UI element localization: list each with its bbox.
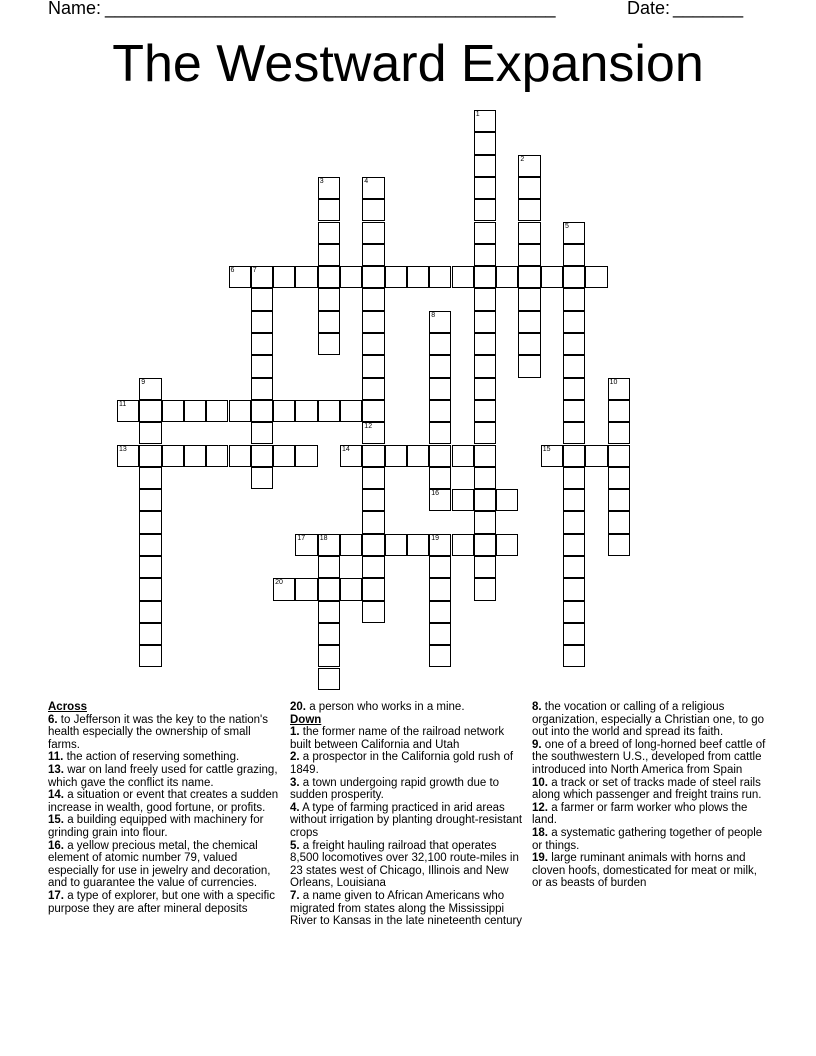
crossword-cell[interactable] (474, 244, 496, 266)
crossword-cell[interactable] (251, 266, 273, 288)
crossword-cell[interactable] (429, 578, 451, 600)
clue-number: 16 (431, 490, 439, 498)
crossword-cell[interactable] (139, 511, 161, 533)
down-clue (290, 726, 526, 751)
crossword-cell[interactable] (340, 445, 362, 467)
clue-number: 11. (48, 751, 64, 764)
crossword-cell[interactable] (474, 578, 496, 600)
crossword-cell[interactable] (452, 445, 474, 467)
crossword-cell[interactable] (474, 199, 496, 221)
clue-text: a type of explorer, but one with a specific purpose they are after mineral deposits (48, 889, 275, 915)
crossword-cell[interactable] (608, 467, 630, 489)
crossword-cell[interactable] (429, 489, 451, 511)
crossword-cell[interactable] (474, 355, 496, 377)
crossword-cell[interactable] (474, 177, 496, 199)
crossword-cell[interactable] (429, 311, 451, 333)
crossword-cell[interactable] (429, 445, 451, 467)
crossword-cell[interactable] (362, 556, 384, 578)
crossword-cell[interactable] (429, 623, 451, 645)
crossword-cell[interactable] (518, 288, 540, 310)
clue-text: a situation or event that creates a sudden increase in wealth, good fortune, or profits. (48, 789, 279, 814)
crossword-cell[interactable] (474, 288, 496, 310)
clue-number: 5. (290, 839, 300, 852)
down-clue (290, 840, 526, 890)
clue-number: 1. (290, 726, 300, 739)
crossword-cell[interactable] (362, 578, 384, 600)
crossword-cell[interactable] (429, 333, 451, 355)
crossword-cell[interactable] (251, 467, 273, 489)
page-title: The Westward Expansion (112, 35, 704, 93)
crossword-cell[interactable] (295, 266, 317, 288)
crossword-cell[interactable] (429, 601, 451, 623)
clue-text: a track or set of tracks made of steel rails along which passenger and freight trains run. (532, 776, 762, 802)
crossword-cell[interactable] (585, 266, 607, 288)
crossword-cell[interactable] (563, 601, 585, 623)
clue-text: one of a breed of long-horned beef cattle of the southwestern U.S., developed from cattle introduced into North America from Spain (532, 738, 766, 776)
clue-text: A type of farming practiced in arid areas without irrigation by planting drought-resistant crops (290, 801, 523, 839)
down-clue (290, 802, 526, 840)
clues-column-1 (48, 701, 284, 915)
crossword-cell[interactable] (496, 266, 518, 288)
clue-number: 16. (48, 839, 64, 852)
clue-number: 20. (290, 701, 306, 713)
crossword-cell[interactable] (362, 266, 384, 288)
across-clue (48, 814, 284, 839)
clue-number: 9. (532, 738, 542, 751)
clue-text: a town undergoing rapid growth due to sudden prosperity. (290, 776, 500, 802)
crossword-cell[interactable] (251, 333, 273, 355)
crossword-cell[interactable] (563, 400, 585, 422)
clue-number: 5 (565, 222, 569, 230)
crossword-cell[interactable] (318, 199, 340, 221)
crossword-cell[interactable] (340, 266, 362, 288)
crossword-cell[interactable] (362, 378, 384, 400)
crossword-cell[interactable] (518, 266, 540, 288)
crossword-cell[interactable] (474, 378, 496, 400)
crossword-cell[interactable] (563, 222, 585, 244)
crossword-cell[interactable] (139, 422, 161, 444)
crossword-cell[interactable] (452, 266, 474, 288)
clue-number: 1 (475, 111, 480, 118)
crossword-cell[interactable] (117, 445, 139, 467)
crossword-cell[interactable] (273, 400, 295, 422)
clue-number: 9 (141, 378, 146, 386)
crossword-cell[interactable] (585, 445, 607, 467)
down-clue (532, 802, 768, 827)
crossword-cell[interactable] (563, 244, 585, 266)
crossword-cell[interactable] (318, 244, 340, 266)
crossword-cell[interactable] (362, 422, 384, 444)
name-label: Name: (48, 0, 102, 18)
crossword-cell[interactable] (407, 266, 429, 288)
crossword-cell[interactable] (563, 623, 585, 645)
crossword-cell[interactable] (362, 511, 384, 533)
crossword-cell[interactable] (139, 467, 161, 489)
crossword-cell[interactable] (608, 489, 630, 511)
crossword-cell[interactable] (362, 355, 384, 377)
crossword-cell[interactable] (362, 445, 384, 467)
crossword-cell[interactable] (563, 266, 585, 288)
crossword-cell[interactable] (362, 199, 384, 221)
clue-number: 17 (297, 534, 306, 542)
crossword-cell[interactable] (429, 645, 451, 667)
crossword-cell[interactable] (518, 177, 540, 199)
clue-number: 7. (290, 889, 300, 902)
date-field[interactable]: _______ (673, 0, 744, 18)
crossword-cell[interactable] (340, 578, 362, 600)
clue-number: 14 (342, 445, 350, 453)
crossword-cell[interactable] (541, 445, 563, 467)
crossword-cell[interactable] (608, 378, 630, 400)
crossword-cell[interactable] (563, 534, 585, 556)
crossword-cell[interactable] (518, 244, 540, 266)
crossword-cell[interactable] (429, 400, 451, 422)
crossword-cell[interactable] (563, 645, 585, 667)
down-clue (532, 739, 768, 777)
crossword-cell[interactable] (563, 422, 585, 444)
clue-number: 11 (119, 400, 127, 408)
crossword-cell[interactable] (452, 489, 474, 511)
clue-number: 3 (319, 177, 324, 185)
crossword-cell[interactable] (474, 511, 496, 533)
crossword-cell[interactable] (206, 400, 228, 422)
crossword-cell[interactable] (385, 534, 407, 556)
crossword-cell[interactable] (318, 668, 340, 690)
clue-number: 12 (364, 423, 373, 431)
crossword-cell[interactable] (318, 556, 340, 578)
crossword-cell[interactable] (385, 445, 407, 467)
crossword-cell[interactable] (362, 333, 384, 355)
crossword-cell[interactable] (563, 489, 585, 511)
clue-number: 18. (532, 826, 548, 839)
crossword-cell[interactable] (139, 601, 161, 623)
clue-number: 6 (230, 267, 235, 275)
crossword-cell[interactable] (429, 422, 451, 444)
crossword-cell[interactable] (608, 422, 630, 444)
across-clue (48, 840, 284, 890)
clue-number: 13 (119, 445, 127, 453)
crossword-cell[interactable] (184, 445, 206, 467)
name-field[interactable]: _____________________________________________ (105, 0, 556, 18)
crossword-cell[interactable] (362, 467, 384, 489)
clue-text: war on land freely used for cattle grazing, which gave the conflict its name. (48, 763, 278, 789)
down-clue (290, 890, 526, 928)
clue-text: large ruminant animals with horns and cloven hoofs, domesticated for meat or milk, or as beasts of burden (532, 852, 757, 890)
down-clue (290, 751, 526, 776)
crossword-cell[interactable] (563, 378, 585, 400)
clue-text: a systematic gathering together of people or things. (532, 826, 763, 852)
crossword-cell[interactable] (318, 288, 340, 310)
crossword-cell[interactable] (318, 645, 340, 667)
clue-number: 14. (48, 789, 64, 802)
crossword-cell[interactable] (518, 222, 540, 244)
clue-number: 19. (532, 852, 548, 865)
crossword-cell[interactable] (251, 288, 273, 310)
clue-text: a building equipped with machinery for grinding grain into flour. (48, 814, 264, 839)
crossword-cell[interactable] (318, 601, 340, 623)
crossword-cell[interactable] (563, 445, 585, 467)
crossword-cell[interactable] (295, 534, 317, 556)
clue-number: 10 (609, 378, 618, 386)
crossword-cell[interactable] (407, 445, 429, 467)
crossword-cell[interactable] (139, 378, 161, 400)
crossword-cell[interactable] (206, 445, 228, 467)
crossword-cell[interactable] (251, 400, 273, 422)
crossword-cell[interactable] (563, 467, 585, 489)
crossword-cell[interactable] (474, 333, 496, 355)
crossword-cell[interactable] (295, 400, 317, 422)
across-clue (290, 701, 526, 714)
crossword-cell[interactable] (563, 333, 585, 355)
clue-number: 4. (290, 801, 300, 814)
clue-text: the former name of the railroad network built between California and Utah (290, 726, 505, 751)
clue-number: 15 (542, 445, 551, 453)
crossword-cell[interactable] (162, 445, 184, 467)
crossword-cell[interactable] (184, 400, 206, 422)
clue-text: a freight hauling railroad that operates 8,500 locomotives over 32,100 route-miles in 23 states west of Chicago, Illinois and New Orleans, Louisiana (290, 839, 519, 890)
crossword-cell[interactable] (518, 311, 540, 333)
clue-text: a prospector in the California gold rush of 1849. (290, 751, 514, 776)
crossword-cell[interactable] (273, 445, 295, 467)
crossword-cell[interactable] (362, 489, 384, 511)
crossword-cell[interactable] (563, 311, 585, 333)
crossword-cell[interactable] (563, 556, 585, 578)
clue-number: 15. (48, 814, 64, 827)
crossword-cell[interactable] (474, 422, 496, 444)
crossword-cell[interactable] (385, 266, 407, 288)
crossword-cell[interactable] (251, 355, 273, 377)
clue-number: 18 (319, 534, 328, 542)
crossword-cell[interactable] (139, 578, 161, 600)
crossword-cell[interactable] (474, 489, 496, 511)
clue-number: 7 (252, 267, 257, 275)
clue-text: to Jefferson it was the key to the nation's health especially the ownership of small farms. (48, 713, 268, 751)
crossword-cell[interactable] (229, 266, 251, 288)
clue-number: 10. (532, 776, 548, 789)
crossword-cell[interactable] (608, 400, 630, 422)
clue-number: 8. (532, 701, 542, 713)
crossword-cell[interactable] (295, 578, 317, 600)
down-clue (290, 777, 526, 802)
crossword-cell[interactable] (139, 534, 161, 556)
down-clue (532, 827, 768, 852)
crossword-cell[interactable] (563, 288, 585, 310)
crossword-cell[interactable] (518, 333, 540, 355)
crossword-cell[interactable] (362, 288, 384, 310)
date-label: Date: (627, 0, 671, 18)
crossword-cell[interactable] (162, 400, 184, 422)
crossword-cell[interactable] (362, 222, 384, 244)
crossword-cell[interactable] (318, 311, 340, 333)
crossword-cell[interactable] (251, 445, 273, 467)
clue-text: a name given to African Americans who migrated from states along the Mississippi River to Kansas in the late nineteenth century (290, 889, 523, 928)
clue-number: 20 (275, 579, 283, 587)
crossword-cell[interactable] (518, 155, 540, 177)
clue-text: the vocation or calling of a religious organization, especially a Christian one, to go out into the world and spread its faith. (532, 701, 765, 739)
across-clue (48, 751, 284, 764)
crossword-cell[interactable] (608, 511, 630, 533)
crossword-cell[interactable] (474, 110, 496, 132)
crossword-cell[interactable] (563, 355, 585, 377)
crossword-cell[interactable] (318, 534, 340, 556)
crossword-cell[interactable] (273, 266, 295, 288)
crossword-cell[interactable] (139, 623, 161, 645)
crossword-cell[interactable] (474, 266, 496, 288)
crossword-cell[interactable] (251, 378, 273, 400)
crossword-cell[interactable] (139, 645, 161, 667)
crossword-cell[interactable] (318, 177, 340, 199)
across-clue (48, 714, 284, 752)
clue-text: the action of reserving something. (66, 751, 240, 764)
across-clue (48, 789, 284, 814)
clue-number: 17. (48, 889, 64, 902)
clue-number: 2 (520, 155, 525, 163)
crossword-cell[interactable] (474, 556, 496, 578)
crossword-cell[interactable] (474, 400, 496, 422)
crossword-cell[interactable] (563, 511, 585, 533)
clue-number: 19 (431, 534, 439, 542)
down-clue (532, 777, 768, 802)
crossword-cell[interactable] (429, 378, 451, 400)
crossword-cell[interactable] (429, 534, 451, 556)
clue-number: 6. (48, 713, 58, 726)
clue-text: a yellow precious metal, the chemical element of atomic number 79, valued especially for use in jewelry and decoration, and to guarantee the value of currencies. (48, 839, 271, 890)
crossword-cell[interactable] (608, 534, 630, 556)
crossword-cell[interactable] (563, 578, 585, 600)
crossword-cell[interactable] (318, 400, 340, 422)
crossword-cell[interactable] (273, 578, 295, 600)
crossword-cell[interactable] (608, 445, 630, 467)
crossword-cell[interactable] (407, 534, 429, 556)
crossword-cell[interactable] (474, 132, 496, 154)
crossword-cell[interactable] (139, 400, 161, 422)
clue-text: a farmer or farm worker who plows the land. (532, 801, 748, 827)
crossword-cell[interactable] (362, 177, 384, 199)
crossword-cell[interactable] (474, 445, 496, 467)
down-clue (532, 701, 768, 739)
clue-section-heading: Down (290, 713, 322, 726)
crossword-cell[interactable] (362, 601, 384, 623)
crossword-cell[interactable] (452, 534, 474, 556)
across-clue (48, 764, 284, 789)
crossword-cell[interactable] (318, 222, 340, 244)
crossword-cell[interactable] (496, 489, 518, 511)
crossword-cell[interactable] (340, 534, 362, 556)
crossword-cell[interactable] (318, 578, 340, 600)
crossword-cell[interactable] (117, 400, 139, 422)
crossword-cell[interactable] (251, 422, 273, 444)
crossword-cell[interactable] (139, 445, 161, 467)
crossword-cell[interactable] (429, 266, 451, 288)
crossword-cell[interactable] (474, 534, 496, 556)
crossword-cell[interactable] (229, 445, 251, 467)
crossword-cell[interactable] (496, 534, 518, 556)
clue-number: 2. (290, 751, 300, 764)
crossword-cell[interactable] (229, 400, 251, 422)
crossword-cell[interactable] (318, 333, 340, 355)
clues-column-2 (290, 701, 526, 928)
crossword-cell[interactable] (429, 556, 451, 578)
crossword-cell[interactable] (362, 244, 384, 266)
clue-number: 3. (290, 776, 300, 789)
crossword-cell[interactable] (518, 355, 540, 377)
clue-text: a person who works in a mine. (309, 701, 465, 713)
crossword-cell[interactable] (429, 355, 451, 377)
clue-number: 13. (48, 763, 64, 776)
crossword-cell[interactable] (295, 445, 317, 467)
crossword-cell[interactable] (362, 400, 384, 422)
crossword-cell[interactable] (251, 311, 273, 333)
across-clue (48, 890, 284, 915)
crossword-cell[interactable] (139, 489, 161, 511)
crossword-cell[interactable] (474, 222, 496, 244)
crossword-cell[interactable] (518, 199, 540, 221)
clue-number: 8 (431, 311, 436, 319)
crossword-cell[interactable] (362, 534, 384, 556)
crossword-cell[interactable] (474, 311, 496, 333)
clue-number: 4 (364, 177, 369, 185)
crossword-cell[interactable] (318, 266, 340, 288)
crossword-cell[interactable] (474, 467, 496, 489)
clue-number: 12. (532, 801, 548, 814)
crossword-cell[interactable] (362, 311, 384, 333)
clues-column-3 (532, 701, 768, 890)
crossword-cell[interactable] (474, 155, 496, 177)
crossword-cell[interactable] (139, 556, 161, 578)
crossword-cell[interactable] (318, 623, 340, 645)
down-clue (532, 852, 768, 890)
crossword-cell[interactable] (541, 266, 563, 288)
crossword-cell[interactable] (429, 467, 451, 489)
clue-section-heading: Across (48, 701, 87, 713)
crossword-cell[interactable] (340, 400, 362, 422)
